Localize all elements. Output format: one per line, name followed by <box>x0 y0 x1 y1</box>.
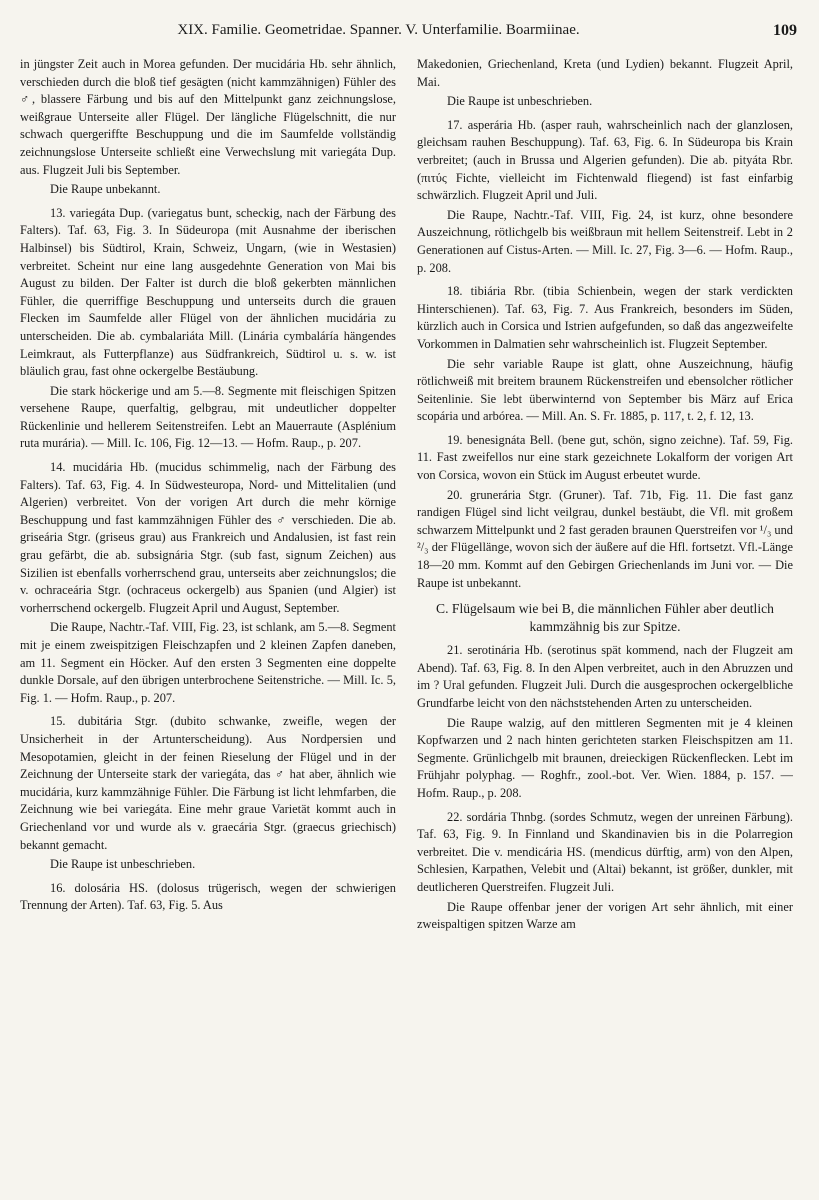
paragraph: Die Raupe ist unbeschrieben. <box>50 857 196 872</box>
page-number: 109 <box>773 22 797 39</box>
paragraph: Die sehr variable Raupe ist glatt, ohne Auszeichnung, häufig rötlichweiß mit breitem braunem Rückenstreifen und ebensolcher rötlicher Seitenlinie. Sie lebt überwinternd von September bis März auf Erica scopária und arbórea. — Mill. An. S. Fr. 1885, p. 117, t. 2, f. 12, 13. <box>417 356 793 424</box>
species-entry-20: 20. grunerária Stgr. (Gruner). Taf. 71b, Fig. 11. Die fast ganz randigen Flügel sind licht veilgrau, dunkel bestäubt, die Vfl. mit großem schwarzem Mittelpunkt und 2 fast geraden braunen Querstreifen vor ¹/₃ und ²/₃ der Flügellänge, wovon sich der äußere auf die Hfl. fortsetzt. Vfl.-Länge 18—20 mm. Kommt auf den Gebirgen Griechenlands im Juni vor. — Die Raupe ist unbekannt. <box>417 487 793 590</box>
paragraph: Makedonien, Griechenland, Kreta (und Lydien) bekannt. Flugzeit April, Mai. <box>417 57 793 89</box>
left-column <box>20 56 396 1180</box>
section-heading: C. Flügelsaum wie bei B, die männlichen Fühler aber deutlich kammzähnig bis zur Spitze. <box>436 601 774 635</box>
paragraph: Die stark höckerige und am 5.—8. Segmente mit fleischigen Spitzen versehene Raupe, querfaltig, gelbgrau, mit undeutlicher doppelter Rückenlinie und hellerem Seitenstreifen. Lebt an Mauerraute (Asplénium ruta murária). — Mill. Ic. 106, Fig. 12—13. — Hofm. Raup., p. 207. <box>20 383 396 451</box>
running-head: XIX. Familie. Geometridae. Spanner. V. Unterfamilie. Boarmiinae. <box>177 22 580 38</box>
right-column <box>417 56 793 1180</box>
paragraph: Die Raupe unbekannt. <box>50 182 161 197</box>
species-entry-21: 21. serotinária Hb. (serotinus spät kommend, nach der Flugzeit am Abend). Taf. 63, Fig. 8. In den Alpen verbreitet, auch in den Abruzzen und im ? Ural gefunden. Flugzeit Juli. Durch die ausgesprochen ockergelbliche Grundfarbe leicht von den nächststehenden Arten zu unterscheiden. <box>417 643 793 710</box>
species-entry-14: 14. mucidária Hb. (mucidus schimmelig, nach der Färbung des Falters). Taf. 63, Fig. 4. In Südwesteuropa, Nord- und Mittelitalien (und Algerien) verbreitet. Von der vorigen Art durch die mehr körnige Beschuppung und fast kammzähnigen Fühler des ♂ verschieden. Die ab. griseária Stgr. (griseus grau) aus Frankreich und Andalusien, ist fast rein grau gefärbt, die ab. subsignária Stgr. (sub fast, signum Zeichen) aus Sizilien ist ebenfalls vorherrschend grau, unterseits aber zeichnungslos; die v. ochraceária Stgr. (ochraceus ockergelb) aus Spanien (und Algier) ist vorherrschend ockergelb. Flugzeit April und August, September. <box>20 460 396 615</box>
species-entry-13: 13. variegáta Dup. (variegatus bunt, scheckig, nach der Färbung des Falters). Taf. 63, Fig. 3. In Südeuropa (mit Ausnahme der iberischen Halbinsel) bis Südtirol, Krain, Schweiz, Ungarn, (wie in Westasien) verbreitet. Scheint nur eine lang ausgedehnte Generation von Mai bis August zu bilden. Der Falter ist durch die bloß gekerbten männlichen Fühler, die querriffige Beschuppung und unterseits durch die grauen Flecken im Saumfelde aller Flügel von der ähnlichen mucidária zu unterscheiden. Die ab. cymbalariáta Mill. (Linária cymbaláría hängendes Leimkraut, als Futterpflanze) aus Südfrankreich, Südtirol u. s. w. ist bläulich grau, fast ohne ockergelbe Bestäubung. <box>20 205 396 379</box>
paragraph: Die Raupe, Nachtr.-Taf. VIII, Fig. 24, ist kurz, ohne besondere Auszeichnung, rötlichgelb bis weißbraun mit hellem Seitenstreif. Lebt in 2 Generationen auf Cistus-Arten. — Mill. Ic. 27, Fig. 3—6. — Hofm. Raup., p. 208. <box>417 207 793 275</box>
paragraph: in jüngster Zeit auch in Morea gefunden. Der mucidária Hb. sehr ähnlich, verschieden durch die bloß tief gesägten (nicht kammzähnigen) Fühler des ♂, blassere Färbung und bis auf den Mittelpunkt ganz zeichnungslose, weißgraue Unterseite aller Flügel. Der längliche Flügelschnitt, die nur schwach quergeriffte Beschuppung und die im Saumfelde vollständig zeichnungslose Unterseite schließt eine Verwechslung mit variegáta Dup. aus. Flugzeit Juli bis September. <box>20 57 396 177</box>
species-entry-17: 17. asperária Hb. (asper rauh, wahrscheinlich nach der glanzlosen, gleichsam rauhen Beschuppung). Taf. 63, Fig. 6. In Südeuropa bis Krain verbreitet; (auch in Brussa und Algerien gefunden). Die ab. pityáta Rbr. (πιτύς Fichte, vielleicht im Fichtenwald fliegend) ist fast einfarbig schwärzlich. Flugzeit April und Juli. <box>417 117 793 203</box>
paragraph: Die Raupe, Nachtr.-Taf. VIII, Fig. 23, ist schlank, am 5.—8. Segment mit je einem zweispitzigen Fleischzapfen und 2 kleinen Zapfen daneben, am 11. Segment ein Höcker. Auf den ersten 3 Segmenten eine doppelte dunkle Dorsale, auf den übrigen unterbrochene Seitenstriche. — Mill. Ic. 5, Fig. 1. — Hofm. Raup., p. 207. <box>20 620 396 705</box>
paragraph: Die Raupe ist unbeschrieben. <box>447 94 593 109</box>
species-entry-15: 15. dubitária Stgr. (dubito schwanke, zweifle, wegen der Unsicherheit in der Artunterscheidung). Aus Nordpersien und Mesopotamien, gleicht in der feinen Rieselung der Flügel und in der Zeichnung der Unterseite stark der variegáta, das ♂ hat aber, ähnlich wie mucidária, kurz kammzähnige Fühler. Die Färbung ist licht lehmfarben, die Zeichnung wie bei variegáta. Eine mehr graue Varietät kommt auch in Griechenland vor und wurde als v. graecária Stgr. (graecus griechisch) bekannt gemacht. <box>20 714 396 852</box>
page-header <box>20 22 797 48</box>
species-entry-22: 22. sordária Thnbg. (sordes Schmutz, wegen der unreinen Färbung). Taf. 63, Fig. 9. In Finnland und Skandinavien bis in die Polarregion verbreitet. Die v. mendicária HS. (mendicus dürftig, arm) von den Alpen, Schlesien, Karpathen, Velebit und (Altai) bekannt, ist größer, dunkler, mit deutlicheren Querstreifen. Flugzeit Juli. <box>417 809 793 894</box>
species-entry-19: 19. benesignáta Bell. (bene gut, schön, signo zeichne). Taf. 59, Fig. 11. Fast zweifellos nur eine stark gezeichnete Lokalform der vorigen Art von Corsica, wovon ein Stück im August erbeutet wurde. <box>417 432 793 483</box>
species-entry-16: 16. dolosária HS. (dolosus trügerisch, wegen der schwierigen Trennung der Arten). Taf. 63, Fig. 5. Aus <box>20 880 396 913</box>
paragraph: Die Raupe offenbar jener der vorigen Art sehr ähnlich, mit einer zweispaltigen spitzen Warze am <box>417 899 793 932</box>
paragraph: Die Raupe walzig, auf den mittleren Segmenten mit je 4 kleinen Kopfwarzen und 2 nach hinten gerichteten starken Fleischspitzen am 11. Segmente. Grünlichgelb mit braunen, dreieckigen Rückenflecken. Lebt im Frühjahr polyphag. — Roghfr., zool.-bot. Ver. Wien. 1884, p. 157. — Hofm. Raup., p. 208. <box>417 715 793 800</box>
species-entry-18: 18. tibiária Rbr. (tibia Schienbein, wegen der stark verdickten Hinterschienen). Taf. 63, Fig. 7. Aus Frankreich, besonders im Süden, kürzlich auch in Corsica und Istrien aufgefunden, so daß das angezweifelte Vorkommen in Dalmatien sehr wahrscheinlich ist. Flugzeit September. <box>417 284 793 351</box>
